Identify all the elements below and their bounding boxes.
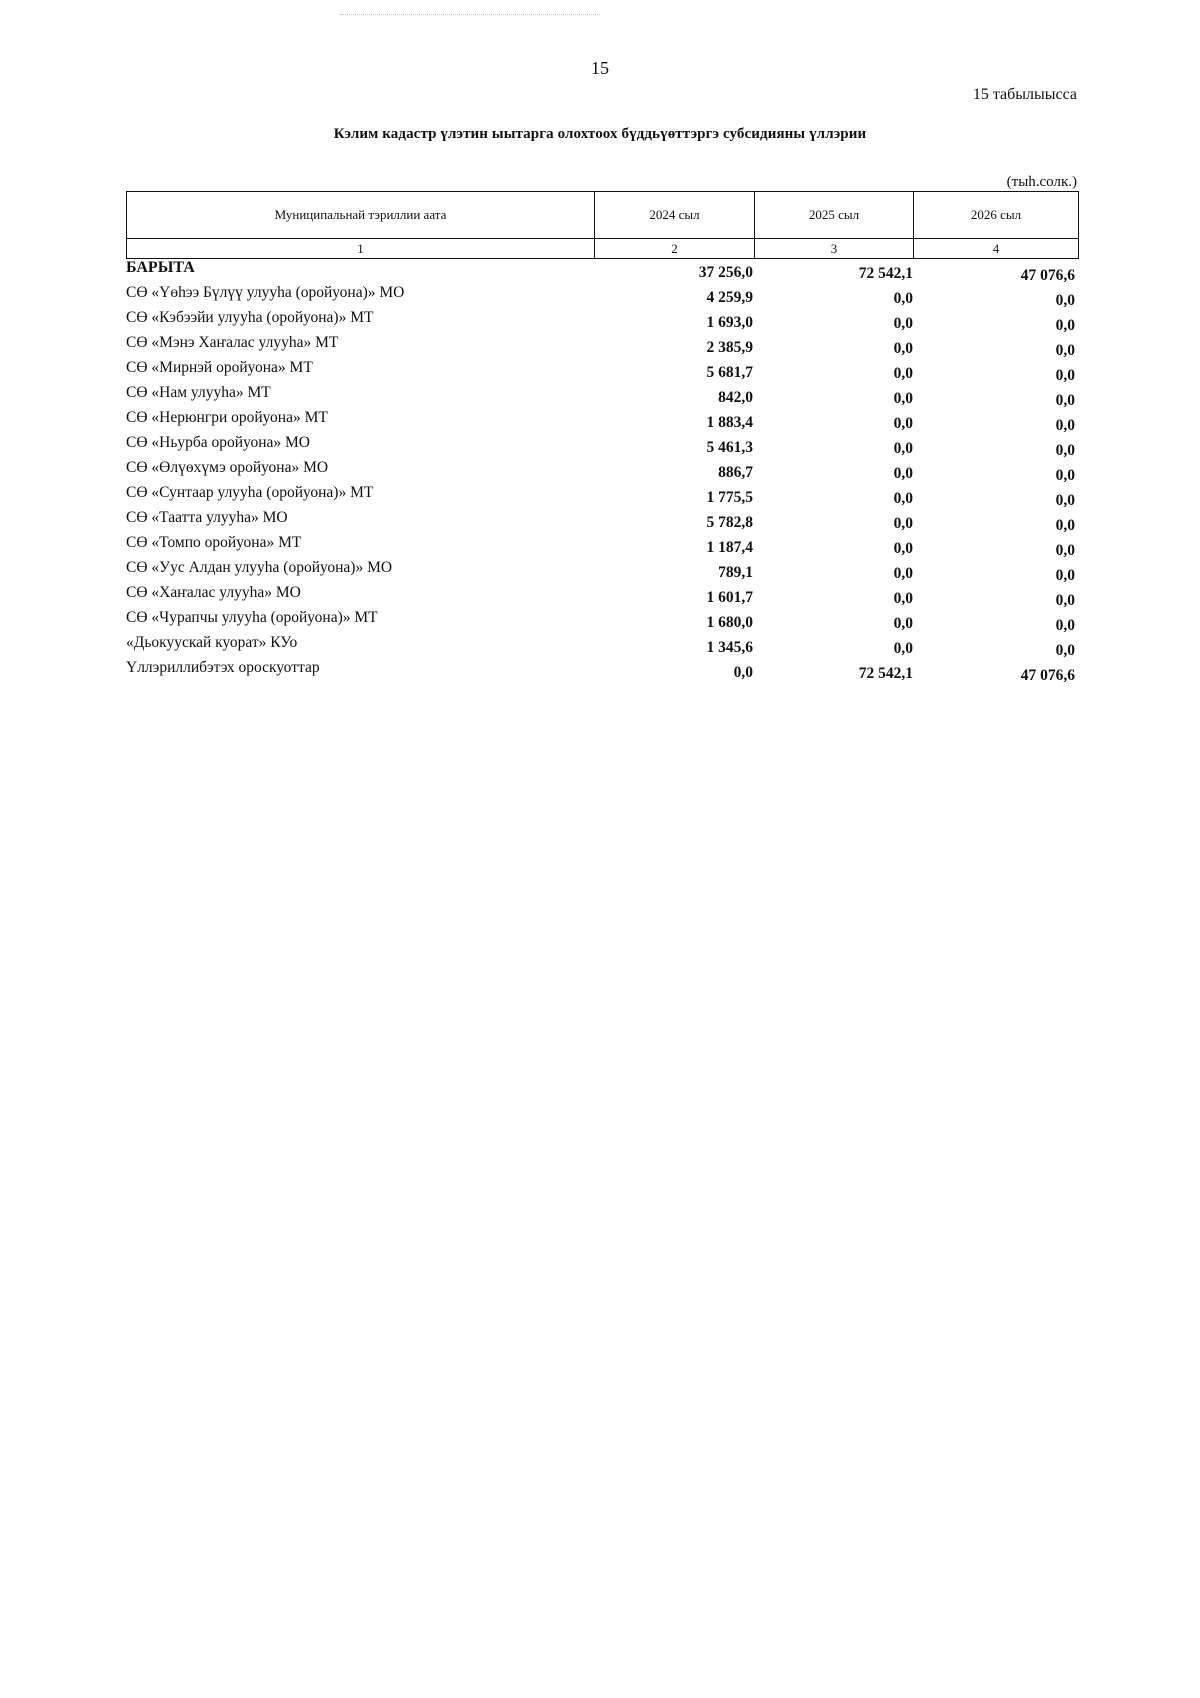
value-2025: 0,0 bbox=[893, 515, 913, 532]
value-2024: 0,0 bbox=[733, 664, 753, 681]
header-row bbox=[127, 192, 1079, 239]
value-2025: 0,0 bbox=[893, 640, 913, 657]
table-row bbox=[126, 584, 1078, 609]
municipality-name: СӨ «Хаҥалас улууһа» МО bbox=[126, 584, 301, 601]
table-row bbox=[126, 509, 1078, 534]
header-2025: 2025 сыл bbox=[755, 192, 914, 239]
municipality-name: СӨ «Сунтаар улууһа (оройуона)» МТ bbox=[126, 484, 374, 501]
value-2025: 0,0 bbox=[893, 340, 913, 357]
value-2024: 37 256,0 bbox=[698, 264, 753, 281]
value-2024: 5 782,8 bbox=[706, 514, 753, 531]
value-2026: 0,0 bbox=[1055, 442, 1075, 459]
value-2024: 1 187,4 bbox=[706, 539, 753, 556]
value-2026: 47 076,6 bbox=[1020, 267, 1075, 284]
value-2026: 0,0 bbox=[1055, 417, 1075, 434]
table-row bbox=[126, 409, 1078, 434]
value-2025: 0,0 bbox=[893, 590, 913, 607]
value-2025: 0,0 bbox=[893, 415, 913, 432]
municipality-name: СӨ «Үөһээ Бүлүү улууһа (оройуона)» МО bbox=[126, 284, 405, 301]
municipality-name: СӨ «Өлүөхүмэ оройуона» МО bbox=[126, 459, 329, 476]
value-2026: 47 076,6 bbox=[1020, 667, 1075, 684]
value-2026: 0,0 bbox=[1055, 567, 1075, 584]
value-2024: 2 385,9 bbox=[706, 339, 753, 356]
column-number-1: 1 bbox=[127, 239, 595, 259]
column-number-3: 3 bbox=[755, 239, 914, 259]
value-2026: 0,0 bbox=[1055, 492, 1075, 509]
scan-artifact bbox=[340, 14, 600, 17]
header-2024: 2024 сыл bbox=[595, 192, 755, 239]
municipality-name: СӨ «Нерюнгри оройуона» МТ bbox=[126, 409, 328, 426]
municipality-name: «Дьокуускай куорат» КУо bbox=[126, 634, 298, 651]
value-2025: 0,0 bbox=[893, 540, 913, 557]
table-row bbox=[126, 459, 1078, 484]
value-2026: 0,0 bbox=[1055, 367, 1075, 384]
table-row bbox=[126, 484, 1078, 509]
municipality-name: СӨ «Нам улууһа» МТ bbox=[126, 384, 271, 401]
value-2025: 0,0 bbox=[893, 465, 913, 482]
page-number: 15 bbox=[591, 58, 609, 78]
total-row bbox=[126, 259, 1078, 284]
value-2024: 1 680,0 bbox=[706, 614, 753, 631]
table-label: 15 табылыысса bbox=[972, 86, 1077, 103]
value-2026: 0,0 bbox=[1055, 317, 1075, 334]
value-2026: 0,0 bbox=[1055, 592, 1075, 609]
municipality-name: БАРЫТА bbox=[126, 259, 195, 276]
table-row bbox=[126, 384, 1078, 409]
value-2026: 0,0 bbox=[1055, 342, 1075, 359]
value-2025: 0,0 bbox=[893, 390, 913, 407]
value-2025: 0,0 bbox=[893, 490, 913, 507]
value-2024: 4 259,9 bbox=[706, 289, 753, 306]
municipality-name: СӨ «Кэбээйи улууһа (оройуона)» МТ bbox=[126, 309, 374, 326]
value-2025: 0,0 bbox=[893, 615, 913, 632]
table-row bbox=[126, 609, 1078, 634]
value-2024: 842,0 bbox=[718, 389, 753, 406]
table-row bbox=[126, 559, 1078, 584]
municipality-name: СӨ «Мэнэ Хаҥалас улууһа» МТ bbox=[126, 334, 339, 351]
value-2025: 72 542,1 bbox=[858, 265, 913, 282]
value-2025: 0,0 bbox=[893, 565, 913, 582]
value-2024: 789,1 bbox=[718, 564, 753, 581]
value-2025: 0,0 bbox=[893, 440, 913, 457]
municipality-name: СӨ «Мирнэй оройуона» МТ bbox=[126, 359, 313, 376]
value-2025: 0,0 bbox=[893, 290, 913, 307]
value-2026: 0,0 bbox=[1055, 642, 1075, 659]
municipality-name: СӨ «Ньурба оройуона» МО bbox=[126, 434, 310, 451]
value-2025: 0,0 bbox=[893, 365, 913, 382]
municipality-name: СӨ «Таатта улууһа» МО bbox=[126, 509, 288, 526]
header-2026: 2026 сыл bbox=[914, 192, 1079, 239]
value-2024: 5 461,3 bbox=[706, 439, 753, 456]
table-body bbox=[126, 259, 1078, 684]
value-2024: 1 883,4 bbox=[706, 414, 753, 431]
table-header bbox=[126, 191, 1079, 259]
value-2025: 0,0 bbox=[893, 315, 913, 332]
value-2024: 5 681,7 bbox=[706, 364, 753, 381]
value-2025: 72 542,1 bbox=[858, 665, 913, 682]
value-2024: 1 693,0 bbox=[706, 314, 753, 331]
table-row bbox=[126, 309, 1078, 334]
municipality-name: Үллэриллибэтэх ороскуоттар bbox=[126, 659, 320, 676]
value-2026: 0,0 bbox=[1055, 542, 1075, 559]
value-2024: 1 775,5 bbox=[706, 489, 753, 506]
column-number-row bbox=[127, 239, 1079, 259]
value-2024: 1 345,6 bbox=[706, 639, 753, 656]
value-2026: 0,0 bbox=[1055, 617, 1075, 634]
table-row bbox=[126, 634, 1078, 659]
header-municipality: Муниципальнай тэриллии аата bbox=[127, 192, 595, 239]
municipality-name: СӨ «Томпо оройуона» МТ bbox=[126, 534, 302, 551]
table-row bbox=[126, 434, 1078, 459]
units-label: (тыһ.солк.) bbox=[1006, 174, 1077, 190]
value-2026: 0,0 bbox=[1055, 392, 1075, 409]
table-row bbox=[126, 659, 1078, 684]
table-row bbox=[126, 334, 1078, 359]
value-2024: 886,7 bbox=[718, 464, 753, 481]
municipality-name: СӨ «Чурапчы улууһа (оройуона)» МТ bbox=[126, 609, 378, 626]
column-number-4: 4 bbox=[914, 239, 1079, 259]
value-2026: 0,0 bbox=[1055, 517, 1075, 534]
value-2026: 0,0 bbox=[1055, 292, 1075, 309]
table-row bbox=[126, 284, 1078, 309]
value-2026: 0,0 bbox=[1055, 467, 1075, 484]
column-number-2: 2 bbox=[595, 239, 755, 259]
table-row bbox=[126, 534, 1078, 559]
municipality-name: СӨ «Уус Алдан улууһа (оройуона)» МО bbox=[126, 559, 393, 576]
document-title: Кэлим кадастр үлэтин ыытарга олохтоох бүддьүөттэргэ субсидияны үллэрии bbox=[333, 126, 867, 142]
table-row bbox=[126, 359, 1078, 384]
value-2024: 1 601,7 bbox=[706, 589, 753, 606]
